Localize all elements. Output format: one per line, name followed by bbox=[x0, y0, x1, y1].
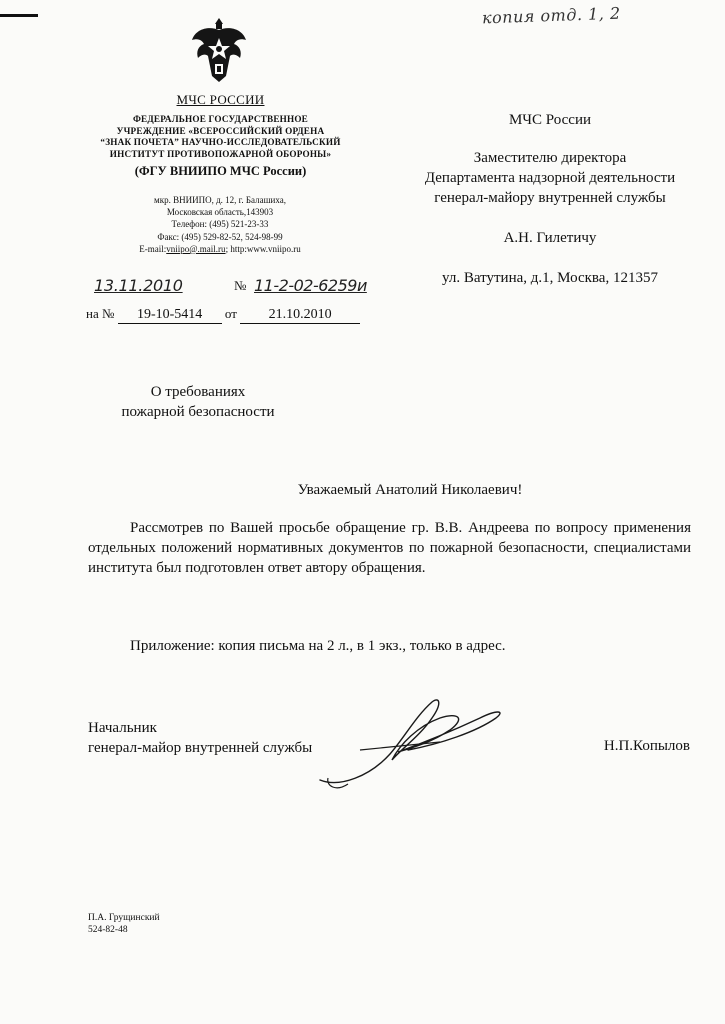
letter-subject bbox=[88, 382, 308, 422]
executor-info bbox=[88, 912, 160, 936]
recipient-position: Заместителю директора bbox=[473, 150, 627, 166]
ministry-name: МЧС РОССИИ bbox=[176, 92, 265, 107]
signatory-title-line: генерал-майор внутренней службы bbox=[88, 740, 313, 756]
org-line: ФЕДЕРАЛЬНОЕ ГОСУДАРСТВЕННОЕ bbox=[132, 114, 309, 124]
outgoing-number: 11-2-02-6259и bbox=[254, 276, 367, 295]
recipient-block bbox=[395, 110, 705, 288]
phone-line: Телефон: (495) 521-23-33 bbox=[171, 219, 269, 230]
reply-prefix: на № bbox=[86, 306, 115, 321]
organization-header bbox=[88, 92, 353, 179]
reply-reference bbox=[86, 306, 376, 324]
executor-phone: 524-82-48 bbox=[88, 925, 128, 935]
corner-mark bbox=[0, 14, 38, 17]
emchs-emblem-icon bbox=[190, 16, 248, 84]
recipient-name: А.Н. Гилетичу bbox=[503, 230, 597, 246]
reply-number: 19-10-5414 bbox=[118, 307, 222, 324]
salutation: Уважаемый Анатолий Николаевич! bbox=[297, 482, 523, 498]
org-line: УЧРЕЖДЕНИЕ «ВСЕРОССИЙСКИЙ ОРДЕНА bbox=[116, 125, 325, 136]
recipient-position: Департамента надзорной деятельности bbox=[424, 170, 676, 186]
organization-full-name bbox=[88, 114, 353, 160]
attachment-note: Приложение: копия письма на 2 л., в 1 экз., только в адрес. bbox=[130, 638, 506, 654]
org-line: “ЗНАК ПОЧЕТА” НАУЧНО-ИССЛЕДОВАТЕЛЬСКИЙ bbox=[100, 137, 341, 147]
organization-short-name: (ФГУ ВНИИПО МЧС России) bbox=[134, 164, 307, 178]
org-line: ИНСТИТУТ ПРОТИВОПОЖАРНОЙ ОБОРОНЫ» bbox=[109, 148, 332, 159]
subject-line: О требованиях bbox=[150, 384, 246, 400]
recipient-org: МЧС России bbox=[508, 112, 592, 128]
recipient-address: ул. Ватутина, д.1, Москва, 121357 bbox=[442, 270, 658, 286]
email-web-line bbox=[120, 243, 320, 255]
outgoing-date: 13.11.2010 bbox=[94, 276, 183, 295]
subject-line: пожарной безопасности bbox=[121, 404, 275, 420]
executor-name: П.А. Грущинский bbox=[88, 913, 160, 923]
reply-date: 21.10.2010 bbox=[240, 307, 360, 324]
address-line: мкр. ВНИИПО, д. 12, г. Балашиха, bbox=[154, 195, 286, 205]
reply-from-label: от bbox=[224, 306, 237, 321]
email-label: E-mail: bbox=[139, 243, 167, 254]
number-sign: № bbox=[234, 278, 247, 293]
fax-line: Факс: (495) 529-82-52, 524-98-99 bbox=[157, 231, 283, 242]
signatory-name: Н.П.Копылов bbox=[603, 738, 690, 754]
contact-details bbox=[120, 194, 320, 255]
website-text: ; http:www.vniipo.ru bbox=[225, 243, 301, 254]
address-line: Московская область,143903 bbox=[166, 207, 274, 218]
outgoing-registration bbox=[86, 276, 386, 298]
handwritten-note: копия отд. 1, 2 bbox=[481, 3, 621, 28]
email-link[interactable]: vniipo@.mail.ru bbox=[166, 243, 226, 254]
signatory-title-line: Начальник bbox=[88, 720, 157, 736]
letter-body: Рассмотрев по Вашей просьбе обращение гр. В.В. Андреева по вопросу применения отдельных положений нормативных документов по пожарной безопасности, специалистами института был подготовлен ответ автору обращения. bbox=[88, 520, 691, 576]
recipient-position: генерал-майору внутренней службы bbox=[434, 190, 666, 206]
